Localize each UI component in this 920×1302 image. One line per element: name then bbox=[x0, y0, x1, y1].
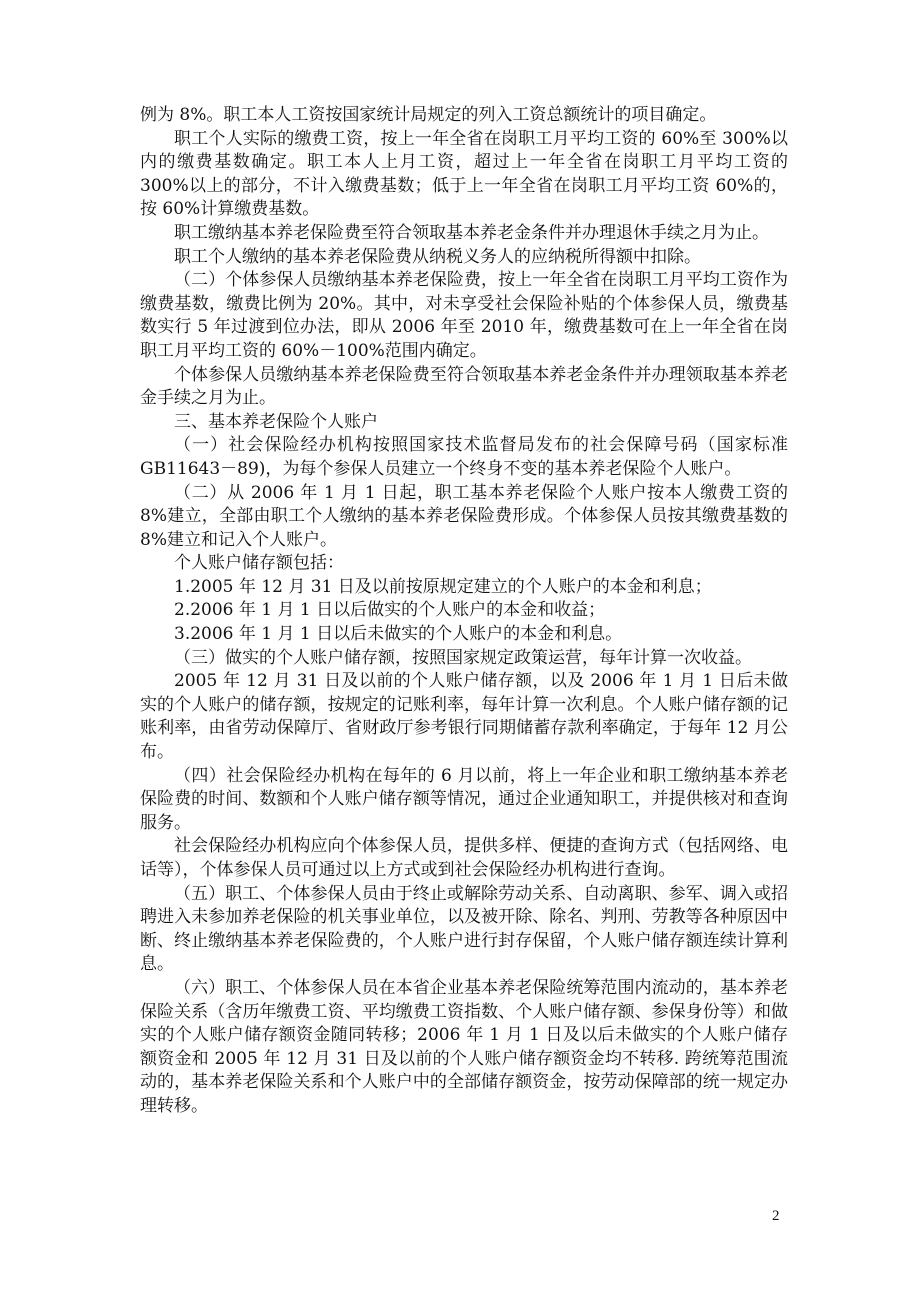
paragraph: 例为 8%。职工本人工资按国家统计局规定的列入工资总额统计的项目确定。 bbox=[140, 105, 717, 125]
paragraph: 个人账户储存额包括： bbox=[174, 553, 344, 574]
document-body bbox=[140, 104, 788, 1119]
paragraph: （四）社会保险经办机构在每年的 6 月以前，将上一年企业和职工缴纳基本养老保险费的时间、数额和个人账户储存额等情况，通过企业通知职工，并提供核对和查询服务。 bbox=[140, 765, 788, 833]
page-number: 2 bbox=[772, 1208, 780, 1224]
paragraph: 社会保险经办机构应向个体参保人员，提供多样、便捷的查询方式（包括网络、电话等），个体参保人员可通过以上方式或到社会保险经办机构进行查询。 bbox=[140, 836, 788, 880]
paragraph: 职工个人缴纳的基本养老保险费从纳税义务人的应纳税所得额中扣除。 bbox=[174, 246, 701, 267]
paragraph: （二）个体参保人员缴纳基本养老保险费，按上一年全省在岗职工月平均工资作为缴费基数，缴费比例为 20%。其中，对未享受社会保险补贴的个体参保人员，缴费基数实行 5 年过渡到位办法，即从 2006 年至 2010 年，缴费基数可在上一年全省在岗职工月平均工资的 60%－100%范围内确定。 bbox=[140, 270, 788, 361]
list-item: 3.2006 年 1 月 1 日以后未做实的个人账户的本金和利息。 bbox=[174, 624, 623, 645]
paragraph: （一）社会保险经办机构按照国家技术监督局发布的社会保障号码（国家标准 GB11643－89)，为每个参保人员建立一个终身不变的基本养老保险个人账户。 bbox=[140, 435, 788, 479]
paragraph: 职工个人实际的缴费工资，按上一年全省在岗职工月平均工资的 60%至 300%以内的缴费基数确定。职工本人上月工资，超过上一年全省在岗职工月平均工资的 300%以上的部分，不计入缴费基数；低于上一年全省在岗职工月平均工资 60%的，按 60%计算缴费基数。 bbox=[140, 128, 788, 220]
paragraph: 2005 年 12 月 31 日及以前的个人账户储存额，以及 2006 年 1 月 1 日后未做实的个人账户的储存额，按规定的记账利率，每年计算一次利息。个人账户储存额的记账利率，由省劳动保障厅、省财政厅参考银行同期储蓄存款利率确定，于每年 12 月公布。 bbox=[140, 671, 788, 763]
list-item: 1.2005 年 12 月 31 日及以前按原规定建立的个人账户的本金和利息； bbox=[174, 576, 712, 597]
paragraph: （三）做实的个人账户储存额，按照国家规定政策运营，每年计算一次收益。 bbox=[174, 647, 752, 668]
section-heading: 三、基本养老保险个人账户 bbox=[174, 411, 378, 432]
paragraph: （六）职工、个体参保人员在本省企业基本养老保险统筹范围内流动的，基本养老保险关系（含历年缴费工资、平均缴费工资指数、个人账户储存额、参保身份等）和做实的个人账户储存额资金随同转移；2006 年 1 月 1 日及以后未做实的个人账户储存额资金和 2005 年 12 月 31 日及以前的个人账户储存额资金均不转移. 跨统筹范围流动的，基本养老保险关系和个人账户中的全部储存额资金，按劳动保障部的统一规定办理转移。 bbox=[140, 977, 788, 1116]
paragraph: 职工缴纳基本养老保险费至符合领取基本养老金条件并办理退休手续之月为止。 bbox=[174, 222, 769, 243]
paragraph: （二）从 2006 年 1 月 1 日起，职工基本养老保险个人账户按本人缴费工资的 8%建立，全部由职工个人缴纳的基本养老保险费形成。个体参保人员按其缴费基数的 8%建立和记入个人账户。 bbox=[140, 482, 788, 550]
list-item: 2.2006 年 1 月 1 日以后做实的个人账户的本金和收益； bbox=[174, 600, 606, 621]
paragraph: 个体参保人员缴纳基本养老保险费至符合领取基本养老金条件并办理领取基本养老金手续之月为止。 bbox=[140, 364, 788, 409]
paragraph: （五）职工、个体参保人员由于终止或解除劳动关系、自动离职、参军、调入或招聘进入未参加养老保险的机关事业单位，以及被开除、除名、判刑、劳教等各种原因中断、终止缴纳基本养老保险费的，个人账户进行封存保留，个人账户储存额连续计算利息。 bbox=[140, 883, 788, 975]
